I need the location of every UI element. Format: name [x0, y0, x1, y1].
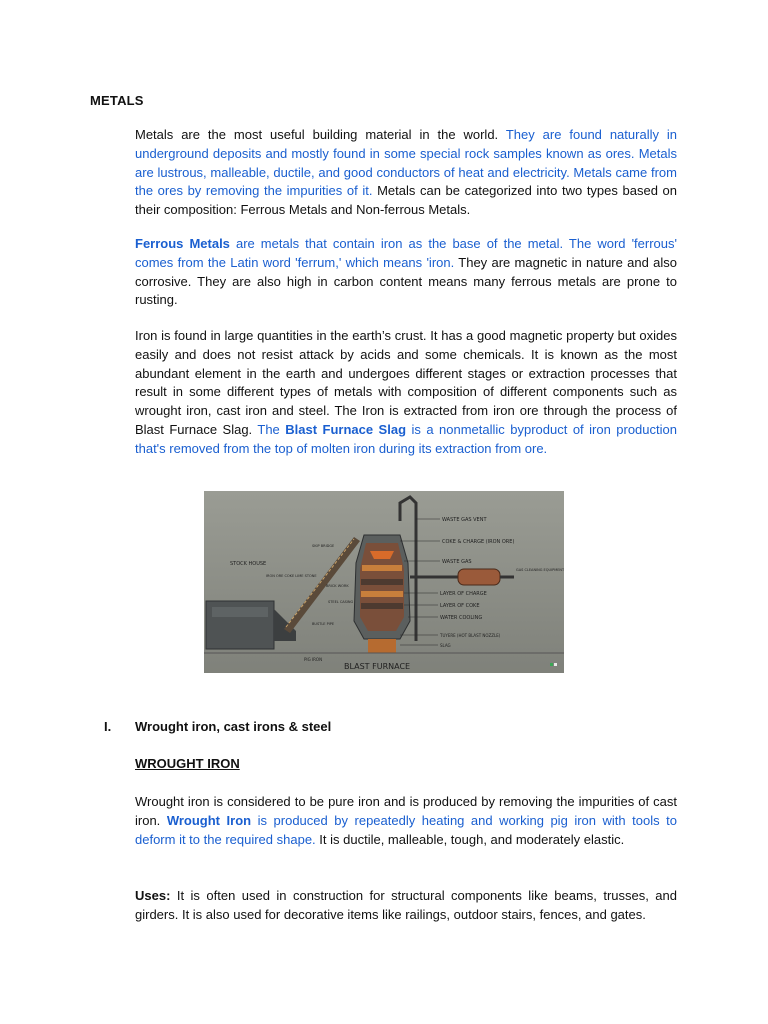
label-waste-gas: WASTE GAS [442, 559, 472, 565]
ferrous-paragraph [135, 235, 677, 310]
label-tuyere: TUYERE (HOT BLAST NOZZLE) [440, 633, 501, 638]
uses-paragraph [135, 887, 677, 925]
ferrous-highlight: are metals that contain iron as the base of the metal. The word 'ferrous' comes from the Latin word 'ferrum,' which means 'iron. [135, 236, 678, 270]
blast-furnace-slag-term: Blast Furnace Slag [285, 421, 407, 437]
wrought-iron-heading: WROUGHT IRON [135, 756, 240, 771]
label-iron-ore: IRON ORE COKE LIME STONE [266, 574, 317, 578]
blast-furnace-drawing [204, 491, 564, 673]
label-slag: SLAG [440, 643, 451, 648]
label-skip-bridge: SKIP BRIDGE [312, 544, 335, 548]
iron-highlight-pre: The [257, 421, 286, 437]
page-heading: METALS [90, 93, 144, 108]
iron-text: Iron is found in large quantities in the earth’s crust. It has a good magnetic property but oxides easily and does not resist attack by acids and some chemicals. It is known as the most abundant element in the earth and undergoes different stages or extraction processes that result in some different types of metals with composition of different components such as wrought iron, cast iron and steel. The Iron is extracted from iron ore through the process of Blast Furnace Slag. [135, 328, 677, 437]
label-steel-casing: STEEL CASING [328, 600, 354, 604]
label-layer-coke: LAYER OF COKE [440, 603, 480, 609]
section-number: I. [104, 719, 112, 734]
section-title: Wrought iron, cast irons & steel [135, 719, 332, 734]
label-pig-iron: PIG IRON [304, 657, 323, 662]
uses-label: Uses: [135, 888, 171, 903]
iron-highlight-post: is a nonmetallic byproduct of iron production that's removed from the top of molten iron during its extraction from ore. [135, 421, 677, 456]
wrought-text-1: Wrought iron is considered to be pure iron and is produced by removing the impurities of cast iron. [135, 794, 677, 828]
uses-text: It is often used in construction for structural components like beams, trusses, and girders. It is also used for decorative items like railings, outdoor stairs, fences, and gates. [135, 888, 677, 922]
intro-text-2: Metals can be categorized into two types based on their composition: Ferrous Metals and Non-ferrous Metals. [135, 183, 677, 218]
label-brick-work: BRICK WORK [326, 584, 349, 588]
intro-paragraph [135, 126, 677, 220]
ferrous-term: Ferrous Metals [135, 236, 230, 251]
label-gas-cleaning: GAS CLEANING EQUIPMENT [516, 568, 564, 572]
figure-title: BLAST FURNACE [344, 662, 411, 671]
blast-furnace-figure [204, 491, 564, 673]
label-waste-gas-vent: WASTE GAS VENT [442, 517, 487, 523]
wrought-highlight: is produced by repeatedly heating and working pig iron with tools to deform it to the required shape. [135, 812, 677, 847]
ferrous-text: They are magnetic in nature and also corrosive. They are also high in carbon content means many ferrous metals are prone to rusting. [135, 254, 677, 308]
label-water-cooling: WATER COOLING [440, 615, 483, 621]
intro-highlight: They are found naturally in underground deposits and mostly found in some special rock samples known as ores. Metals are lustrous, malleable, ductile, and good conductors of heat and electricity. Metals came from the ores by removing the impurities of it. [135, 127, 677, 199]
label-stock-house: STOCK HOUSE [230, 561, 267, 567]
label-bustle-pipe: BUSTLE PIPE [312, 622, 335, 626]
iron-paragraph [135, 327, 677, 459]
label-layer-charge: LAYER OF CHARGE [440, 591, 487, 597]
wrought-iron-term: Wrought Iron [166, 812, 252, 828]
wrought-text-2: It is ductile, malleable, tough, and moderately elastic. [315, 831, 625, 847]
wrought-iron-paragraph [135, 793, 677, 849]
label-coke-charge: COKE & CHARGE (IRON ORE) [442, 539, 515, 545]
intro-text-1: Metals are the most useful building material in the world. [135, 127, 506, 142]
